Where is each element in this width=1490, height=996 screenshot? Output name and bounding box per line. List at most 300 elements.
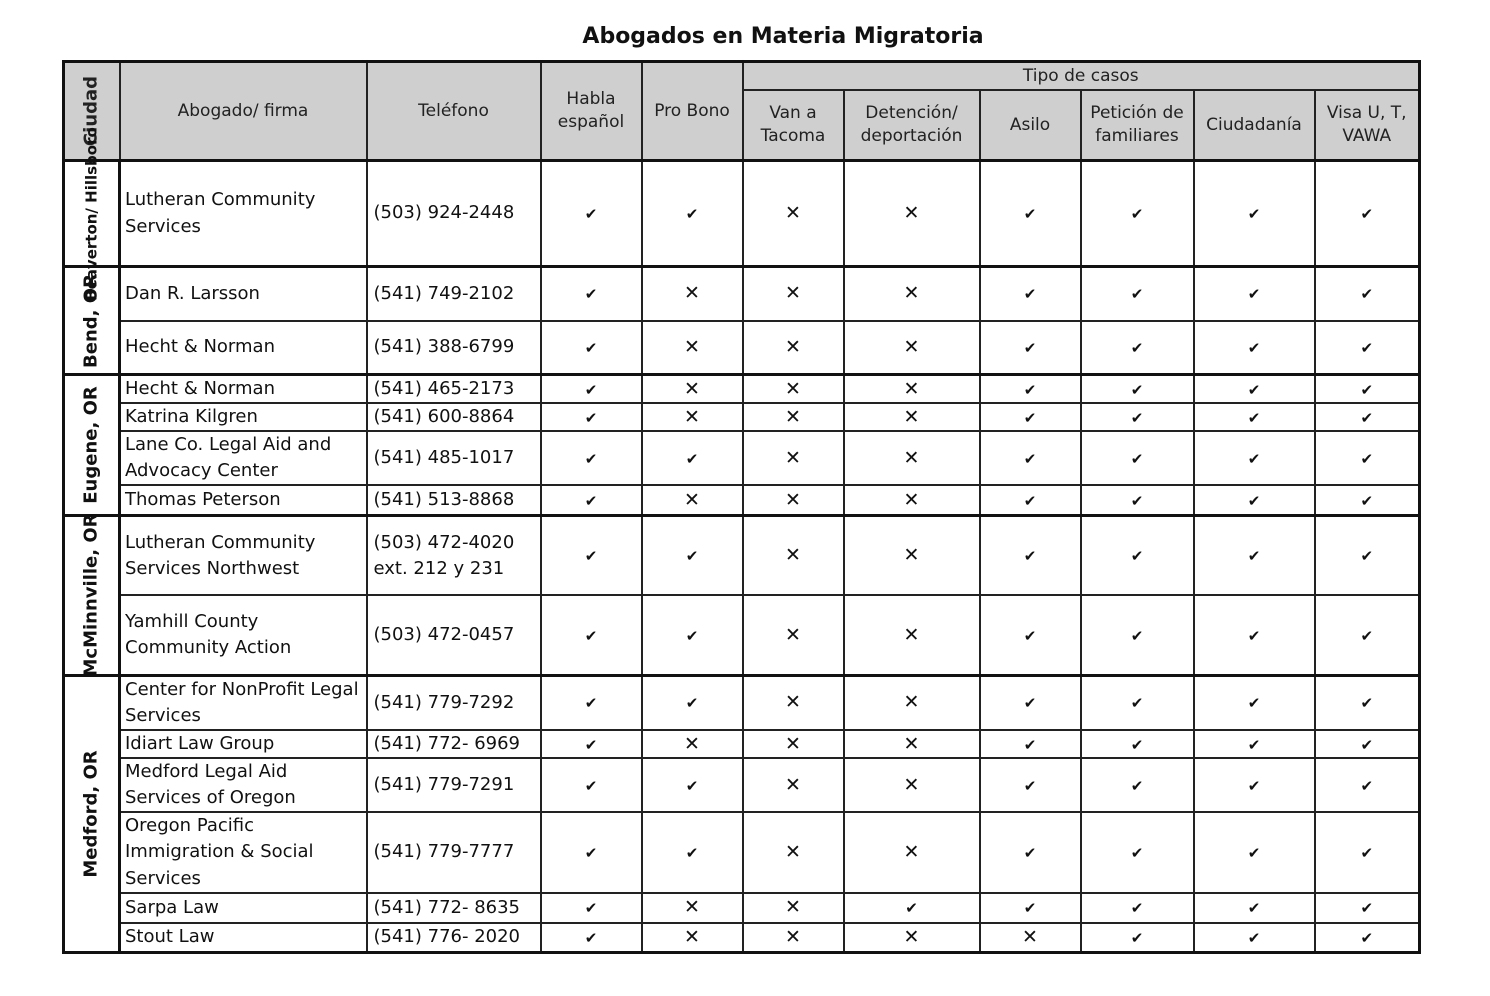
mark-cell [541, 375, 642, 404]
city-cell [64, 375, 120, 516]
table-row [64, 595, 1420, 675]
check-icon: ✔ [1247, 409, 1261, 427]
lawyer-name: Katrina Kilgren [120, 403, 367, 431]
mark-cell [844, 515, 980, 595]
table-row [64, 375, 1420, 404]
table-row [64, 267, 1420, 321]
mark-cell [743, 758, 844, 812]
mark-cell [1194, 321, 1315, 375]
check-icon: ✔ [584, 381, 598, 399]
phone-number: (541) 749-2102 [367, 267, 541, 321]
check-icon: ✔ [1247, 339, 1261, 357]
mark-cell [1315, 923, 1420, 953]
lawyer-name: Idiart Law Group [120, 730, 367, 758]
mark-cell [980, 321, 1081, 375]
mark-cell [1081, 730, 1194, 758]
cross-icon: ✕ [903, 406, 920, 428]
mark-cell [1081, 403, 1194, 431]
table-row [64, 893, 1420, 923]
phone-number: (541) 772- 6969 [367, 730, 541, 758]
mark-cell [642, 515, 743, 595]
check-icon: ✔ [1023, 900, 1037, 918]
mark-cell [743, 321, 844, 375]
cross-icon: ✕ [903, 283, 920, 305]
mark-cell [642, 403, 743, 431]
check-icon: ✔ [1130, 548, 1144, 566]
check-icon: ✔ [1247, 492, 1261, 510]
mark-cell [1194, 515, 1315, 595]
cross-icon: ✕ [903, 841, 920, 863]
mark-cell [1315, 812, 1420, 892]
header-habla-espanol: Habla español [541, 62, 642, 161]
phone-number: (541) 465-2173 [367, 375, 541, 404]
check-icon: ✔ [1130, 450, 1144, 468]
mark-cell [541, 321, 642, 375]
table-row [64, 758, 1420, 812]
mark-cell [844, 161, 980, 267]
mark-cell [980, 375, 1081, 404]
check-icon: ✔ [1023, 695, 1037, 713]
mark-cell [1081, 161, 1194, 267]
city-label: Beaverton/ Hillsboro [81, 126, 100, 301]
mark-cell [980, 431, 1081, 485]
check-icon: ✔ [1360, 695, 1374, 713]
mark-cell [1194, 675, 1315, 730]
check-icon: ✔ [1023, 627, 1037, 645]
mark-cell [743, 267, 844, 321]
mark-cell [1081, 812, 1194, 892]
check-icon: ✔ [1023, 381, 1037, 399]
mark-cell [541, 758, 642, 812]
phone-number: (541) 388-6799 [367, 321, 541, 375]
mark-cell [1315, 730, 1420, 758]
mark-cell [541, 595, 642, 675]
header-abogado: Abogado/ firma [120, 62, 367, 161]
cross-icon: ✕ [684, 336, 700, 358]
mark-cell [642, 893, 743, 923]
mark-cell [642, 595, 743, 675]
cross-icon: ✕ [903, 545, 920, 567]
mark-cell [1081, 431, 1194, 485]
check-icon: ✔ [1360, 548, 1374, 566]
table-row [64, 675, 1420, 730]
mark-cell [642, 485, 743, 515]
lawyer-name: Lane Co. Legal Aid and Advocacy Center [120, 431, 367, 485]
lawyer-name: Lutheran Community Services Northwest [120, 515, 367, 595]
cross-icon: ✕ [785, 692, 801, 714]
phone-number: (503) 924-2448 [367, 161, 541, 267]
cross-icon: ✕ [785, 545, 801, 567]
city-cell [64, 675, 120, 952]
check-icon: ✔ [1247, 627, 1261, 645]
mark-cell [541, 403, 642, 431]
cross-icon: ✕ [785, 774, 801, 796]
check-icon: ✔ [1360, 381, 1374, 399]
mark-cell [1315, 375, 1420, 404]
check-icon: ✔ [1130, 206, 1144, 223]
cross-icon: ✕ [785, 624, 801, 646]
mark-cell [1194, 595, 1315, 675]
cross-icon: ✕ [684, 406, 700, 428]
check-icon: ✔ [1130, 627, 1144, 645]
mark-cell [844, 403, 980, 431]
mark-cell [1315, 403, 1420, 431]
mark-cell [642, 675, 743, 730]
check-icon: ✔ [1023, 492, 1037, 510]
city-label: McMinnville, OR [80, 513, 102, 677]
mark-cell [980, 403, 1081, 431]
cross-icon: ✕ [684, 378, 700, 400]
mark-cell [642, 375, 743, 404]
mark-cell [1194, 485, 1315, 515]
mark-cell [844, 485, 980, 515]
mark-cell [1081, 923, 1194, 953]
lawyer-name: Thomas Peterson [120, 485, 367, 515]
mark-cell [844, 812, 980, 892]
cross-icon: ✕ [903, 378, 920, 400]
mark-cell [1315, 161, 1420, 267]
mark-cell [1194, 893, 1315, 923]
check-icon: ✔ [1360, 627, 1374, 645]
check-icon: ✔ [1130, 736, 1144, 754]
check-icon: ✔ [1247, 695, 1261, 713]
phone-number: (541) 600-8864 [367, 403, 541, 431]
lawyer-name: Hecht & Norman [120, 375, 367, 404]
cross-icon: ✕ [903, 336, 920, 358]
check-icon: ✔ [584, 844, 598, 862]
mark-cell [1315, 321, 1420, 375]
header-ciudadania: Ciudadanía [1194, 90, 1315, 161]
mark-cell [1081, 267, 1194, 321]
check-icon: ✔ [1023, 450, 1037, 468]
phone-number: (541) 776- 2020 [367, 923, 541, 953]
mark-cell [642, 923, 743, 953]
check-icon: ✔ [1023, 548, 1037, 566]
mark-cell [743, 375, 844, 404]
table-body [64, 126, 1420, 953]
mark-cell [1081, 893, 1194, 923]
header-tipo-de-casos: Tipo de casos [743, 62, 1420, 91]
mark-cell [642, 321, 743, 375]
mark-cell [743, 403, 844, 431]
mark-cell [541, 730, 642, 758]
mark-cell [980, 161, 1081, 267]
cross-icon: ✕ [684, 926, 700, 948]
mark-cell [1194, 923, 1315, 953]
check-icon: ✔ [584, 736, 598, 754]
check-icon: ✔ [1360, 409, 1374, 427]
mark-cell [980, 812, 1081, 892]
mark-cell [844, 431, 980, 485]
check-icon: ✔ [1360, 339, 1374, 357]
mark-cell [642, 161, 743, 267]
mark-cell [980, 595, 1081, 675]
mark-cell [1194, 431, 1315, 485]
mark-cell [1315, 893, 1420, 923]
mark-cell [1081, 515, 1194, 595]
cross-icon: ✕ [785, 336, 801, 358]
check-icon: ✔ [1130, 777, 1144, 795]
cross-icon: ✕ [903, 692, 920, 714]
mark-cell [1315, 485, 1420, 515]
check-icon: ✔ [1130, 844, 1144, 862]
cross-icon: ✕ [785, 447, 801, 469]
check-icon: ✔ [1023, 409, 1037, 427]
cross-icon: ✕ [903, 489, 920, 511]
mark-cell [1081, 595, 1194, 675]
lawyer-name: Center for NonProfit Legal Services [120, 675, 367, 730]
mark-cell [1081, 675, 1194, 730]
cross-icon: ✕ [785, 203, 801, 224]
mark-cell [980, 730, 1081, 758]
header-ciudad-label: Ciudad [80, 75, 102, 147]
mark-cell [844, 595, 980, 675]
mark-cell [1194, 403, 1315, 431]
lawyer-name: Medford Legal Aid Services of Oregon [120, 758, 367, 812]
phone-number: (503) 472-0457 [367, 595, 541, 675]
check-icon: ✔ [1247, 450, 1261, 468]
mark-cell [1081, 321, 1194, 375]
mark-cell [743, 515, 844, 595]
city-label: Medford, OR [80, 750, 102, 878]
header-pro-bono: Pro Bono [642, 62, 743, 161]
mark-cell [743, 431, 844, 485]
city-cell [64, 515, 120, 675]
mark-cell [541, 267, 642, 321]
mark-cell [980, 758, 1081, 812]
check-icon: ✔ [584, 492, 598, 510]
lawyers-table [62, 60, 1421, 954]
mark-cell [541, 431, 642, 485]
mark-cell [980, 485, 1081, 515]
mark-cell [1315, 515, 1420, 595]
phone-number: (541) 485-1017 [367, 431, 541, 485]
check-icon: ✔ [1360, 844, 1374, 862]
check-icon: ✔ [1130, 409, 1144, 427]
mark-cell [541, 161, 642, 267]
check-icon: ✔ [584, 286, 598, 304]
check-icon: ✔ [685, 627, 699, 645]
mark-cell [844, 321, 980, 375]
mark-cell [1315, 675, 1420, 730]
cross-icon: ✕ [903, 774, 920, 796]
phone-number: (541) 779-7292 [367, 675, 541, 730]
check-icon: ✔ [584, 627, 598, 645]
check-icon: ✔ [1360, 492, 1374, 510]
mark-cell [1315, 267, 1420, 321]
mark-cell [743, 893, 844, 923]
header-peticion: Petición de familiares [1081, 90, 1194, 161]
mark-cell [980, 267, 1081, 321]
lawyer-name: Oregon Pacific Immigration & Social Services [120, 812, 367, 892]
phone-number: (541) 513-8868 [367, 485, 541, 515]
check-icon: ✔ [1023, 844, 1037, 862]
check-icon: ✔ [1360, 736, 1374, 754]
header-visa: Visa U, T, VAWA [1315, 90, 1420, 161]
mark-cell [1194, 267, 1315, 321]
check-icon: ✔ [584, 339, 598, 357]
mark-cell [642, 730, 743, 758]
check-icon: ✔ [584, 777, 598, 795]
check-icon: ✔ [1247, 929, 1261, 947]
check-icon: ✔ [1247, 286, 1261, 304]
lawyer-name: Hecht & Norman [120, 321, 367, 375]
mark-cell [541, 515, 642, 595]
mark-cell [980, 923, 1081, 953]
check-icon: ✔ [1130, 339, 1144, 357]
check-icon: ✔ [584, 548, 598, 566]
mark-cell [844, 923, 980, 953]
check-icon: ✔ [1130, 286, 1144, 304]
check-icon: ✔ [685, 206, 699, 223]
check-icon: ✔ [1360, 929, 1374, 947]
check-icon: ✔ [1130, 929, 1144, 947]
table-row [64, 403, 1420, 431]
table-row [64, 161, 1420, 267]
check-icon: ✔ [1247, 548, 1261, 566]
header-telefono: Teléfono [367, 62, 541, 161]
mark-cell [541, 923, 642, 953]
table-row [64, 321, 1420, 375]
cross-icon: ✕ [785, 378, 801, 400]
city-cell [64, 126, 120, 301]
table-row [64, 923, 1420, 953]
lawyer-name: Stout Law [120, 923, 367, 953]
check-icon: ✔ [1247, 844, 1261, 862]
mark-cell [980, 675, 1081, 730]
mark-cell [642, 267, 743, 321]
cross-icon: ✕ [785, 283, 801, 305]
check-icon: ✔ [1360, 206, 1374, 223]
table-row [64, 515, 1420, 595]
check-icon: ✔ [1130, 492, 1144, 510]
check-icon: ✔ [1360, 777, 1374, 795]
mark-cell [844, 730, 980, 758]
cross-icon: ✕ [903, 203, 920, 224]
check-icon: ✔ [1247, 381, 1261, 399]
check-icon: ✔ [1023, 777, 1037, 795]
mark-cell [1315, 595, 1420, 675]
cross-icon: ✕ [903, 733, 920, 755]
mark-cell [844, 267, 980, 321]
check-icon: ✔ [685, 450, 699, 468]
check-icon: ✔ [584, 929, 598, 947]
table-row [64, 730, 1420, 758]
check-icon: ✔ [685, 695, 699, 713]
check-icon: ✔ [1130, 695, 1144, 713]
check-icon: ✔ [685, 844, 699, 862]
check-icon: ✔ [1130, 381, 1144, 399]
mark-cell [980, 893, 1081, 923]
mark-cell [1081, 485, 1194, 515]
mark-cell [743, 812, 844, 892]
header-van-a-tacoma: Van a Tacoma [743, 90, 844, 161]
page-title: Abogados en Materia Migratoria [582, 24, 984, 49]
cross-icon: ✕ [785, 926, 801, 948]
lawyer-name: Yamhill County Community Action [120, 595, 367, 675]
check-icon: ✔ [1130, 900, 1144, 918]
mark-cell [743, 730, 844, 758]
mark-cell [541, 893, 642, 923]
check-icon: ✔ [584, 900, 598, 918]
cross-icon: ✕ [785, 489, 801, 511]
phone-number: (541) 772- 8635 [367, 893, 541, 923]
mark-cell [1315, 758, 1420, 812]
mark-cell [1194, 730, 1315, 758]
phone-number: (541) 779-7777 [367, 812, 541, 892]
check-icon: ✔ [685, 777, 699, 795]
check-icon: ✔ [1360, 286, 1374, 304]
mark-cell [1194, 758, 1315, 812]
phone-number: (503) 472-4020 ext. 212 y 231 [367, 515, 541, 595]
mark-cell [844, 375, 980, 404]
cross-icon: ✕ [903, 926, 920, 948]
phone-number: (541) 779-7291 [367, 758, 541, 812]
city-cell [64, 267, 120, 375]
table-row [64, 812, 1420, 892]
mark-cell [743, 485, 844, 515]
check-icon: ✔ [584, 695, 598, 713]
city-label: Eugene, OR [80, 386, 102, 504]
cross-icon: ✕ [903, 624, 920, 646]
check-icon: ✔ [1023, 339, 1037, 357]
mark-cell [541, 675, 642, 730]
mark-cell [1081, 375, 1194, 404]
header-detencion: Detención/ deportación [844, 90, 980, 161]
city-label: Bend, OR [80, 273, 102, 368]
cross-icon: ✕ [785, 897, 801, 919]
check-icon: ✔ [1360, 450, 1374, 468]
cross-icon: ✕ [684, 733, 700, 755]
cross-icon: ✕ [785, 406, 801, 428]
check-icon: ✔ [1023, 206, 1037, 223]
mark-cell [642, 812, 743, 892]
mark-cell [541, 812, 642, 892]
mark-cell [1194, 161, 1315, 267]
mark-cell [642, 431, 743, 485]
mark-cell [844, 893, 980, 923]
check-icon: ✔ [905, 900, 918, 918]
check-icon: ✔ [584, 409, 598, 427]
cross-icon: ✕ [1022, 926, 1038, 948]
cross-icon: ✕ [684, 283, 700, 305]
mark-cell [642, 758, 743, 812]
mark-cell [1315, 431, 1420, 485]
mark-cell [980, 515, 1081, 595]
check-icon: ✔ [584, 450, 598, 468]
check-icon: ✔ [685, 548, 699, 566]
lawyer-name: Sarpa Law [120, 893, 367, 923]
check-icon: ✔ [1360, 900, 1374, 918]
check-icon: ✔ [1247, 736, 1261, 754]
header-asilo: Asilo [980, 90, 1081, 161]
check-icon: ✔ [1247, 777, 1261, 795]
cross-icon: ✕ [785, 733, 801, 755]
cross-icon: ✕ [684, 489, 700, 511]
mark-cell [844, 758, 980, 812]
lawyer-name: Lutheran Community Services [120, 161, 367, 267]
check-icon: ✔ [1023, 736, 1037, 754]
mark-cell [541, 485, 642, 515]
mark-cell [1194, 375, 1315, 404]
mark-cell [1081, 758, 1194, 812]
mark-cell [743, 675, 844, 730]
check-icon: ✔ [1247, 900, 1261, 918]
mark-cell [844, 675, 980, 730]
check-icon: ✔ [1023, 286, 1037, 304]
cross-icon: ✕ [903, 447, 920, 469]
lawyer-name: Dan R. Larsson [120, 267, 367, 321]
